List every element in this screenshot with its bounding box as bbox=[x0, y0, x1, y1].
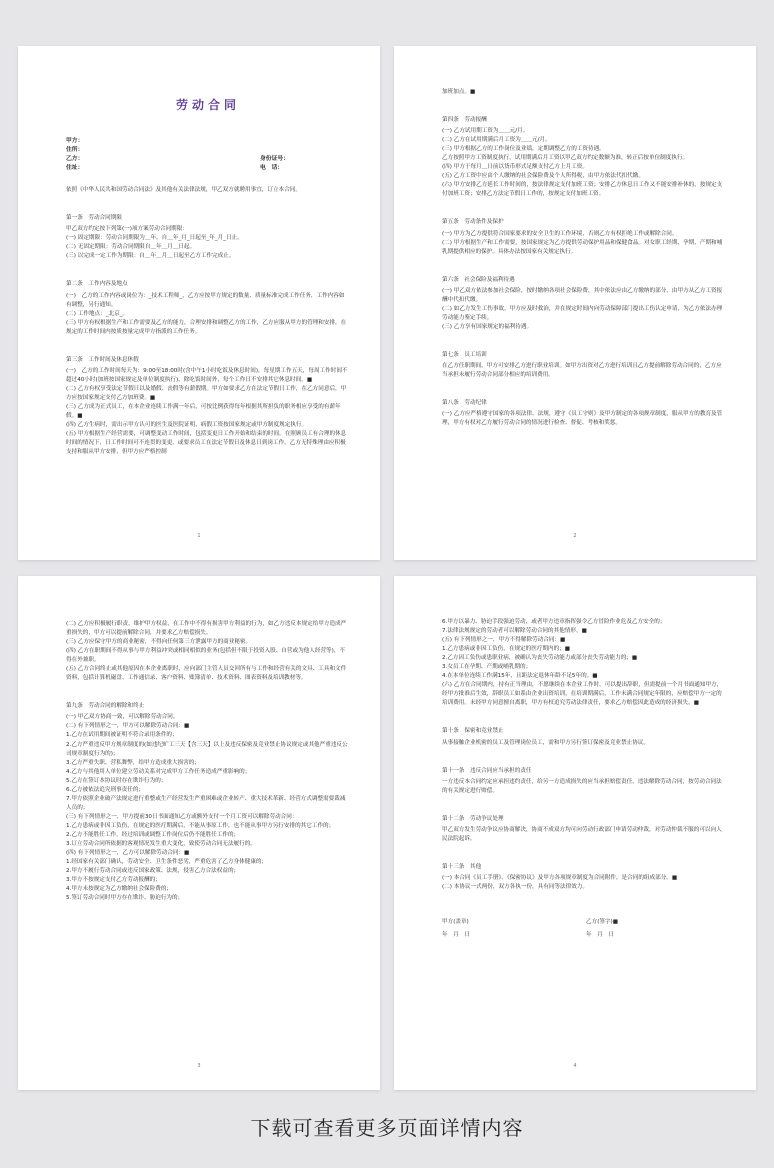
article-heading: 第九条 劳动合同的解除和终止 bbox=[66, 703, 145, 710]
contract-paragraph: 3.女员工在孕期、产期或哺乳期的； bbox=[442, 664, 532, 671]
contract-paragraph: 加班加点。■ bbox=[442, 89, 476, 95]
contract-paragraph: 1.经国家有关部门确认，劳动安全、卫生条件恶劣，严重危害了乙方身体健康的； bbox=[66, 859, 268, 866]
contract-paragraph: 7.法律法规规定的劳动者可以解除劳动合同的其他情形。■ bbox=[442, 628, 587, 635]
contract-paragraph: (三) 甲方有权根据生产和工作需要及乙方的能力，合理安排和调整乙方的工作，乙方应服从甲方的管理和安排，在规定的工作时间内按质按量完成甲方指派的工作任务。 bbox=[66, 319, 347, 335]
contract-text bbox=[66, 620, 350, 903]
contract-paragraph: 3.甲方不按规定支付乙方劳动报酬的； bbox=[66, 877, 161, 884]
contract-paragraph: 1.乙方在试用期间被证明不符合录用条件的； bbox=[66, 732, 178, 739]
contract-paragraph: 1.乙方患病或非因工负伤，在规定的医疗期内的；■ bbox=[442, 646, 571, 653]
contract-paragraph: (一) 甲乙双方协商一致，可以解除劳动合同。 bbox=[66, 714, 179, 721]
contract-paragraph: (二) 工作地点：_北京_。 bbox=[66, 310, 129, 317]
contract-paragraph: (二) 乙方有权享受法定节假日以及婚假、丧假等有薪假期。甲方如要求乙方在法定节假日工作，在乙方同意后，甲方应按国家规定支付乙方加班费。■ bbox=[66, 385, 347, 401]
contract-paragraph: 4.乙方与其他用人单位建立劳动关系对完成甲方工作任务造成严重影响的； bbox=[66, 768, 251, 775]
article-heading: 第十一条 违反合同应当承担的责任 bbox=[442, 767, 532, 774]
contract-paragraph: 7.甲方依照企业破产法规定进行重整或生产经营发生严重困难或企业转产、重大技术革新、经营方式调整需要裁减人员的； bbox=[66, 795, 346, 811]
contract-paragraph: (三) 甲方根据乙方的工作岗位及业绩，定期调整乙方的工资待遇。 bbox=[442, 146, 605, 153]
page-content bbox=[442, 88, 726, 428]
contract-paragraph: (一) 本合同《员工手册》、《保密协议》及甲方各项规章制度为合同附件，是合同的组成部分。■ bbox=[442, 874, 678, 881]
contract-text bbox=[66, 186, 350, 457]
page-number: 2 bbox=[573, 532, 577, 539]
contract-paragraph: 甲乙双方发生劳动争议应协商解决，协商不成双方均可向劳动行政部门申请劳动仲裁，对劳动仲裁不服的可以向人民法院起诉。 bbox=[442, 826, 722, 842]
article-heading: 第二条 工作内容及地点 bbox=[66, 281, 128, 288]
contract-paragraph: (四) 甲方于每月＿日前以货币形式足额支付乙方上月工资。 bbox=[442, 164, 588, 171]
article-heading: 第四条 劳动报酬 bbox=[442, 117, 487, 124]
download-more-banner[interactable]: 下载可查看更多页面详情内容 bbox=[250, 1116, 524, 1140]
contract-paragraph: (五) 有下列情形之一，甲方不得解除劳动合同：■ bbox=[442, 637, 566, 644]
page-number: 4 bbox=[573, 1062, 577, 1069]
page-content bbox=[66, 620, 350, 903]
page-content bbox=[442, 618, 726, 940]
article-heading: 第三条 工作时间及休息休假 bbox=[66, 356, 139, 363]
page-number: 1 bbox=[197, 532, 201, 539]
party-row bbox=[66, 137, 350, 146]
party-field-label: 乙方： bbox=[66, 155, 84, 162]
contract-paragraph: (三) 乙方应保守甲方的商业秘密，不得向任何第三方泄露甲方的商业秘密。 bbox=[66, 639, 252, 646]
contract-paragraph: (五) 甲方根据生产经营需要，可调整变动工作时间，包括变更日工作开始和结束的时间，在照顾员工有合理的休息时间的情况下，日工作时间可不连贯的变更，或要求员工在法定节假日及休息日到岗工作，乙方无特殊理由应积极支持和服从甲方安排，但甲方应严格控制 bbox=[66, 431, 347, 456]
contract-paragraph: 2.甲方不履行劳动合同或违反国家政策、法规，侵害乙方合法权益的； bbox=[66, 868, 240, 875]
contract-paragraph: (一) 乙方试用期工资为＿＿元/月。 bbox=[442, 128, 529, 135]
article-heading: 第一条 劳动合同期限 bbox=[66, 215, 122, 222]
contract-paragraph: 5.签订劳动合同时甲方存在欺诈、胁迫行为的； bbox=[66, 895, 184, 902]
article-heading: 第七条 员工培训 bbox=[442, 351, 487, 358]
party-field-label-right: 电 话： bbox=[260, 164, 284, 171]
contract-paragraph: (三) 以完成一定工作为期限：自＿年＿月＿日起至乙方工作完成止。 bbox=[66, 253, 235, 260]
contract-paragraph: 1.乙方患病或非因工负伤，在规定的医疗期满后，不能从事原工作，也不能从事甲方另行安排的其它工作的； bbox=[66, 822, 335, 829]
party-row bbox=[66, 164, 350, 173]
article-heading: 第十二条 劳动争议处理 bbox=[442, 815, 504, 822]
contract-page-1 bbox=[18, 46, 380, 560]
contract-paragraph: (二) 乙方在试用期满后月工资为＿＿元/月。 bbox=[442, 137, 551, 144]
party-row bbox=[66, 155, 350, 164]
contract-paragraph: 5.乙方在签订本协议时存在欺诈行为的； bbox=[66, 777, 167, 784]
article-heading: 第十条 保密和竞业禁止 bbox=[442, 728, 504, 735]
contract-paragraph: (二) 有下列情形之一，甲方可以解除劳动合同：■ bbox=[66, 723, 190, 730]
contract-paragraph: 依照《中华人民共和国劳动合同法》及其他有关法律法规，甲乙双方就聘用事宜，订立本合同。 bbox=[66, 187, 301, 194]
party-field-label-right: 身份证号： bbox=[260, 155, 289, 162]
contract-paragraph: (三) 有下列情形之一，甲方提前30日书面通知乙方或额外支付一个月工资可以解除劳动合同： bbox=[66, 813, 298, 820]
party-a-seal-label: 甲方(盖章) bbox=[442, 918, 469, 925]
page-number: 3 bbox=[197, 1062, 201, 1069]
contract-paragraph: 2.乙方严重违反甲方规章制度的(如违纪旷工三天【含三天】以上及违反保密及竞业禁止协议规定或其他严重违反公司规章制度行为的)； bbox=[66, 741, 348, 757]
contract-paragraph: (四) 乙方生病时，需出示甲方认可的医生及医院证明，病假工资按国家规定或甲方制度规定执行。 bbox=[66, 422, 308, 429]
contract-paragraph: (一) 乙方的工作内容或岗位为：_技术工程师_，乙方应按甲方规定的数量、质量标准完成工作任务，工作内容如有调整，另行通知。 bbox=[66, 292, 345, 308]
contract-paragraph: (六) 甲方安排乙方延长工作时间的，按法律规定支付加班工资；安排乙方休息日工作又不能安排补休的，按规定支付加班工资；安排乙方法定节假日工作的，按规定支付加班工资。 bbox=[442, 182, 723, 198]
contract-paragraph: (四) 有下列情形之一，乙方可以解除劳动合同：■ bbox=[66, 850, 190, 857]
party-field-label: 甲方： bbox=[66, 138, 84, 145]
party-b-date: 年 月 日 bbox=[586, 932, 614, 939]
contract-page-4 bbox=[394, 576, 756, 1090]
contract-paragraph: (一) 乙方的工作时间每天为：9:00至18:00时(含中午1小时吃饭及休息时间)，每星期工作五天，每周工作时间不超过40小时(加班按国家规定及单位制度执行)，除吃饭时间外，每个工作日不安排其它休息时间。■ bbox=[66, 367, 348, 383]
contract-page-3 bbox=[18, 576, 380, 1090]
contract-paragraph: 甲乙双方约定按下列第(一)项方案劳动合同期限： bbox=[66, 226, 188, 233]
contract-paragraph: 3.乙方严重失职、营私舞弊，给甲方造成重大损害的； bbox=[66, 759, 200, 766]
contract-text bbox=[442, 88, 726, 428]
contract-paragraph: 乙方按照甲方工资制度执行，试用期满后月工资以甲乙双方约定数额为准，转正后按单位制度执行。 bbox=[442, 155, 689, 162]
contract-paragraph: 在乙方任职期间，甲方可安排乙方进行职业培训。如甲方出资对乙方进行培训且乙方提前解除劳动合同的，乙方应当承担未履行劳动合同部分相应的培训费用。 bbox=[442, 362, 722, 379]
contract-paragraph: (五) 乙方合同终止或其他原因在本企业离职时，应向部门主管人员交回所有与工作和经营有关的文具、工具和文件资料，包括计算机磁盘、工作通信录、客户资料、账簿清单、技术资料、图表资料及培训教材等。 bbox=[66, 666, 347, 682]
document-title: 劳动合同 bbox=[175, 98, 240, 112]
contract-paragraph: 3.订立劳动合同所依据的客观情况发生重大变化，致使劳动合同无法履行的。 bbox=[66, 841, 256, 848]
contract-paragraph: (六) 乙方在合同期内，持有正当理由，不愿继续在本企业工作时，可以提出辞职，但需提前一个月书面通知甲方，经甲方批准后生效，辞职员工如系由企业出资培训，在培训期满后，工作未满合同规定年限的，应赔偿甲方一定的培训费用。未经甲方同意擅自离职，甲方有权追究劳动法律责任，要求乙方赔偿因此造成的经济损失。■ bbox=[442, 682, 723, 707]
contract-paragraph: 6.甲方以暴力、胁迫手段强迫劳动，或者甲方违章指挥强令乙方冒险作业危及乙方安全的； bbox=[442, 619, 666, 625]
party-b-sign-label: 乙方(签字)■ bbox=[586, 918, 619, 925]
article-heading: 第六条 社会保险及福利待遇 bbox=[442, 276, 515, 283]
contract-paragraph: (一) 乙方应严格遵守国家的各项法律、法规，遵守《员工守则》及甲方制定的各项规章制度，服从甲方的教育及管理，甲方有权对乙方履行劳动合同的情况进行检查、督促、考核和奖惩。 bbox=[442, 411, 723, 427]
contract-paragraph: (一) 甲方为乙方提供符合国家要求的安全卫生的工作环境，否则乙方有权拒绝工作或解除合同。 bbox=[442, 230, 678, 237]
article-heading: 第八条 劳动纪律 bbox=[442, 400, 487, 407]
signature-labels bbox=[442, 918, 726, 927]
contract-paragraph: 4.甲方未按规定为乙方缴纳社会保险费的； bbox=[66, 886, 173, 893]
contract-paragraph: (二) 甲方根据生产和工作需要，按国家规定为乙方提供劳动保护用品和保健食品。对女职工经期、孕期、产期和哺乳期提供相应的保护。具体办法按国家有关规定执行。 bbox=[442, 239, 723, 255]
contract-paragraph: (四) 乙方在职期间不得从事与甲方利益冲突或相同相似的业务(包括但不限于投资入股、自营或为他人经营等)，不得在外兼职。 bbox=[66, 648, 346, 664]
contract-paragraph: 2.乙方因工负伤或患职业病，被确认为丧失劳动能力或部分丧失劳动能力的；■ bbox=[442, 655, 638, 662]
contract-text bbox=[442, 618, 726, 892]
party-field-label-right bbox=[260, 146, 350, 155]
party-field-label-right bbox=[260, 137, 350, 146]
contract-paragraph: (三) 乙方享有国家规定的福利待遇。 bbox=[442, 323, 533, 330]
contract-paragraph: 6.乙方被依法追究刑事责任的； bbox=[66, 786, 145, 793]
contract-paragraph: 一方违反本合同约定应承担违约责任，给另一方造成损失的应当承担赔偿责任，违法解除劳动合同，按劳动合同法的有关规定进行赔偿。 bbox=[442, 778, 722, 794]
party-field-label: 住所： bbox=[66, 147, 84, 154]
contract-paragraph: 从事接触企业机密的员工及管理岗位员工，需和甲方另行签订保密及竞业禁止协议。 bbox=[442, 739, 649, 746]
party-field-label: 住址： bbox=[66, 164, 84, 171]
article-heading: 第五条 劳动条件及保护 bbox=[442, 219, 504, 226]
page-content bbox=[66, 86, 350, 457]
contract-paragraph: (二) 乙方应积极履行职责，维护甲方权益，在工作中不得有损害甲方利益的行为，如乙方违反本规定给甲方造成严重损失的，甲方可以提前解除合同，并要求乙方赔偿损失。 bbox=[66, 621, 347, 637]
party-a-date: 年 月 日 bbox=[442, 932, 470, 939]
contract-page-2 bbox=[394, 46, 756, 560]
contract-paragraph: (二) 本协议一式两份，双方各执一份，具有同等法律效力。 bbox=[442, 883, 588, 890]
contract-paragraph: (二) 无固定期限：劳动合同期限自＿年＿月＿日起。 bbox=[66, 244, 196, 251]
signature-dates bbox=[442, 931, 726, 940]
contract-paragraph: (一) 固定期限：劳动合同期限为＿年，自＿年_月_日起至_年_月_日止。 bbox=[66, 235, 243, 242]
contract-paragraph: (五) 乙方工资中应由个人缴纳的社会保险费及个人所得税，由甲方依法代扣代缴。 bbox=[442, 173, 644, 180]
contract-paragraph: (一) 甲乙双方依法参加社会保险，按时缴纳各项社会保险费，其中依法应由乙方缴纳的部分，由甲方从乙方工资报酬中代扣代缴。 bbox=[442, 287, 723, 303]
contract-paragraph: (二) 如乙方发生工伤事故，甲方应及时救治，并在规定时间内向劳动保障部门提出工伤认定申请，为乙方依法办理劳动能力鉴定手续。 bbox=[442, 305, 723, 321]
contract-paragraph: (三) 乙方成为正式员工，在本企业连续工作满一年后，可按比例获得每年根据其所担负的职务相应享受的有薪年假。■ bbox=[66, 403, 341, 420]
article-heading: 第十三条 其他 bbox=[442, 863, 482, 870]
contract-paragraph: 2.乙方不能胜任工作，经过培训或调整工作岗位后仍不能胜任工作的； bbox=[66, 831, 240, 838]
party-row bbox=[66, 146, 350, 155]
contract-paragraph: 4.在本单位连续工作满15年，且距法定退休年龄不足5年的。■ bbox=[442, 673, 598, 680]
party-info-block bbox=[66, 137, 350, 172]
